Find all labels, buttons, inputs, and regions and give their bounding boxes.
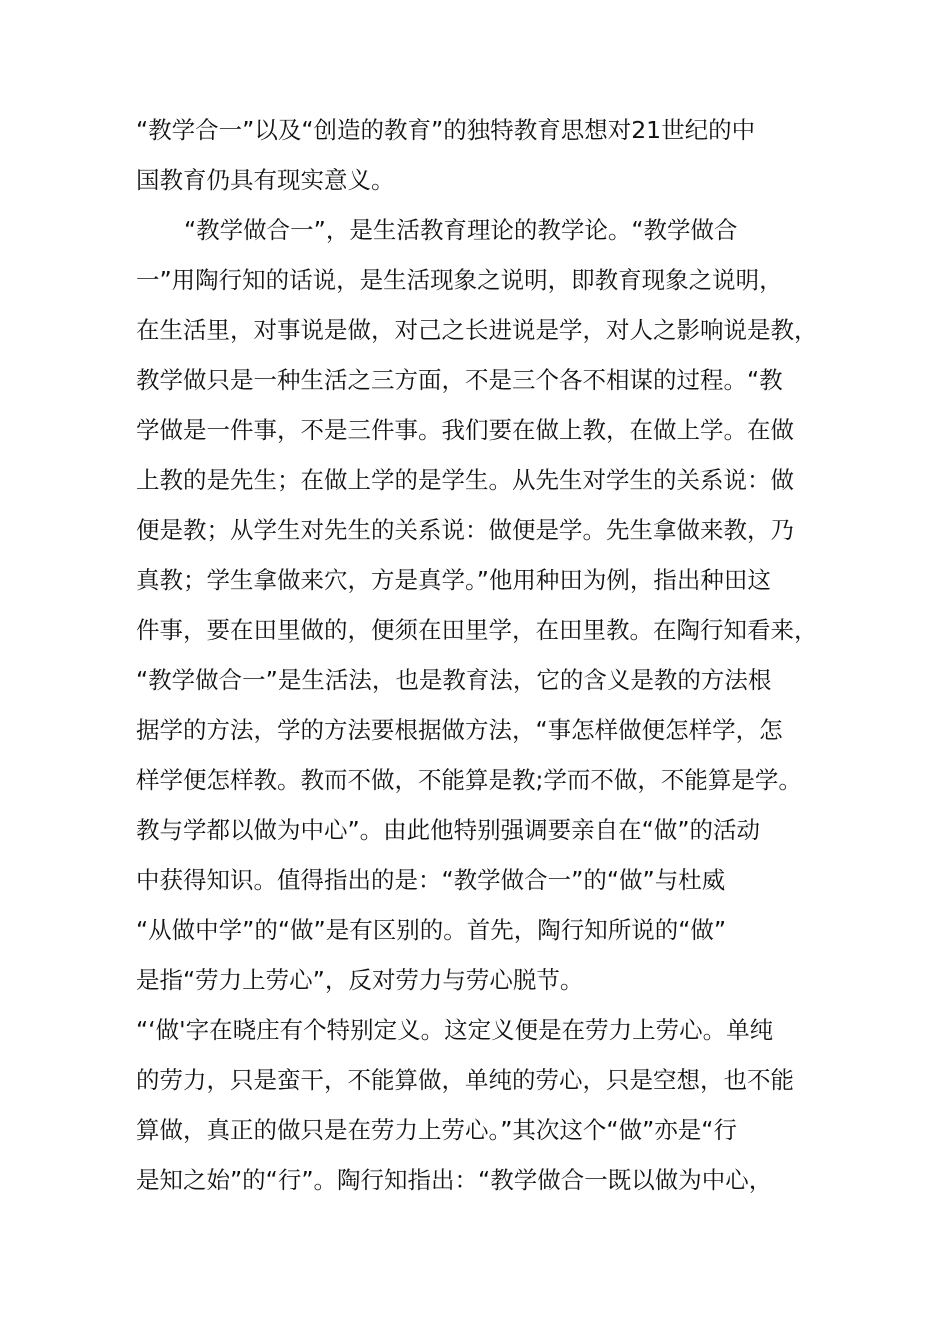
text-line: 国教育仍具有现实意义。 <box>136 166 395 194</box>
text-line: 样学便怎样教。教而不做，不能算是教;学而不做，不能算是学。 <box>136 766 802 794</box>
text-line: 是知之始”的“行”。陶行知指出：“教学做合一既以做为中心， <box>136 1166 773 1194</box>
text-line: 在生活里，对事说是做，对己之长进说是学，对人之影响说是教， <box>136 316 818 344</box>
text-line: 学做是一件事，不是三件事。我们要在做上教，在做上学。在做 <box>136 416 794 444</box>
text-line: 一”用陶行知的话说，是生活现象之说明，即教育现象之说明， <box>136 266 783 294</box>
text-line: 是指“劳力上劳心”，反对劳力与劳心脱节。 <box>136 966 584 994</box>
paragraph-first-line: “教学做合一”，是生活教育理论的教学论。“教学做合 <box>184 216 738 244</box>
text-line: 教与学都以做为中心”。由此他特别强调要亲自在“做”的活动 <box>136 816 761 844</box>
text-line: 件事，要在田里做的，便须在田里学，在田里教。在陶行知看来， <box>136 616 818 644</box>
text-line: “教学合一”以及“创造的教育”的独特教育思想对21世纪的中 <box>136 116 756 144</box>
text-line: 中获得知识。值得指出的是：“教学做合一”的“做”与杜威 <box>136 866 726 894</box>
text-line: 算做，真正的做只是在劳力上劳心。”其次这个“做”亦是“行 <box>136 1116 737 1144</box>
text-line: “从做中学”的“做”是有区别的。首先，陶行知所说的“做” <box>136 916 727 944</box>
text-line: “‘做'字在晓庄有个特别定义。这定义便是在劳力上劳心。单纯 <box>136 1016 774 1044</box>
text-line: 便是教；从学生对先生的关系说：做便是学。先生拿做来教，乃 <box>136 516 794 544</box>
text-line: 的劳力，只是蛮干，不能算做，单纯的劳心，只是空想，也不能 <box>136 1066 794 1094</box>
text-line: “教学做合一”是生活法，也是教育法，它的含义是教的方法根 <box>136 666 772 694</box>
text-line: 教学做只是一种生活之三方面，不是三个各不相谋的过程。“教 <box>136 366 783 394</box>
text-line: 真教；学生拿做来穴，方是真学。”他用种田为例，指出种田这 <box>136 566 771 594</box>
text-line: 上教的是先生；在做上学的是学生。从先生对学生的关系说：做 <box>136 466 794 494</box>
text-line: 据学的方法，学的方法要根据做方法，“事怎样做便怎样学，怎 <box>136 716 783 744</box>
